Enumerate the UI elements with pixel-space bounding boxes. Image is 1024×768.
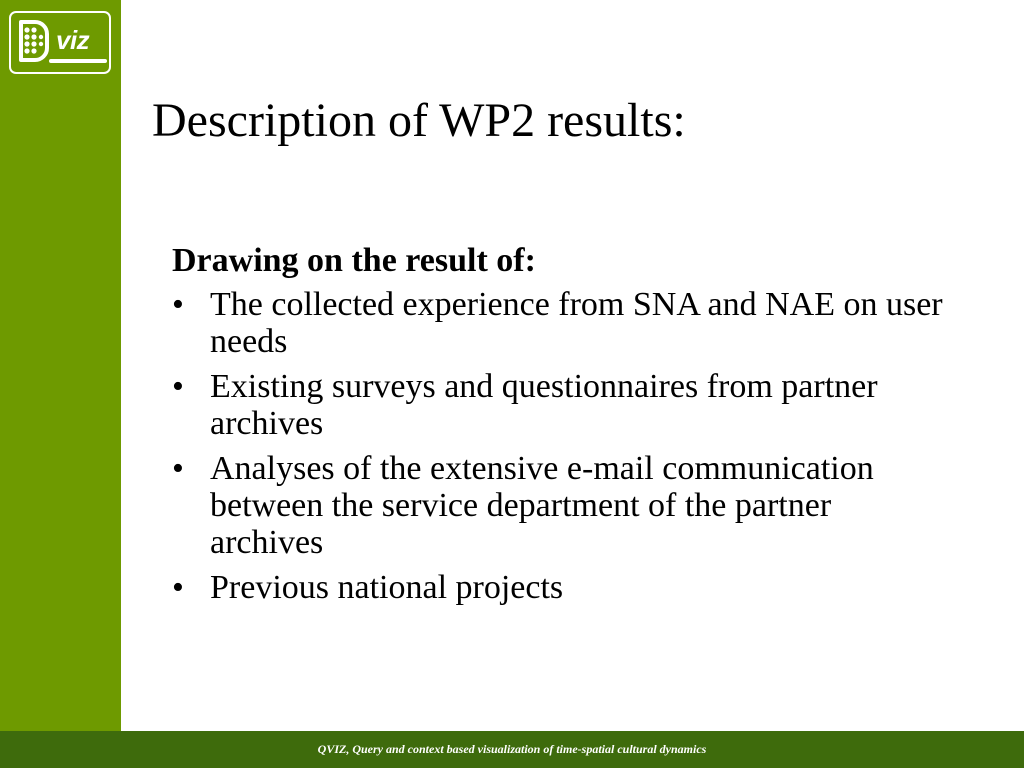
lead-text: Drawing on the result of: — [172, 242, 536, 279]
list-item — [172, 450, 950, 561]
footer-bar — [0, 731, 1024, 768]
list-item-text: Existing surveys and questionnaires from partner archives — [210, 368, 878, 442]
slide-title: Description of WP2 results: — [152, 94, 686, 147]
list-item-text: Previous national projects — [210, 569, 564, 606]
qviz-logo — [9, 11, 111, 74]
bullet-icon: • — [172, 450, 184, 487]
list-item — [172, 368, 950, 442]
logo-text: viz — [56, 25, 90, 55]
list-item — [172, 286, 950, 360]
list-item-text: Analyses of the extensive e-mail communication between the service department of the partner archives — [210, 450, 874, 561]
sidebar — [0, 0, 121, 731]
slide-body — [172, 242, 972, 614]
bullet-icon: • — [172, 286, 184, 323]
list-item — [172, 569, 950, 606]
bullet-icon: • — [172, 569, 184, 606]
list-item-text: The collected experience from SNA and NAE on user needs — [210, 286, 943, 360]
bullet-list — [172, 286, 972, 606]
logo-underline — [49, 59, 107, 63]
footer-text: QVIZ, Query and context based visualization of time-spatial cultural dynamics — [317, 742, 707, 756]
bullet-icon: • — [172, 368, 184, 405]
